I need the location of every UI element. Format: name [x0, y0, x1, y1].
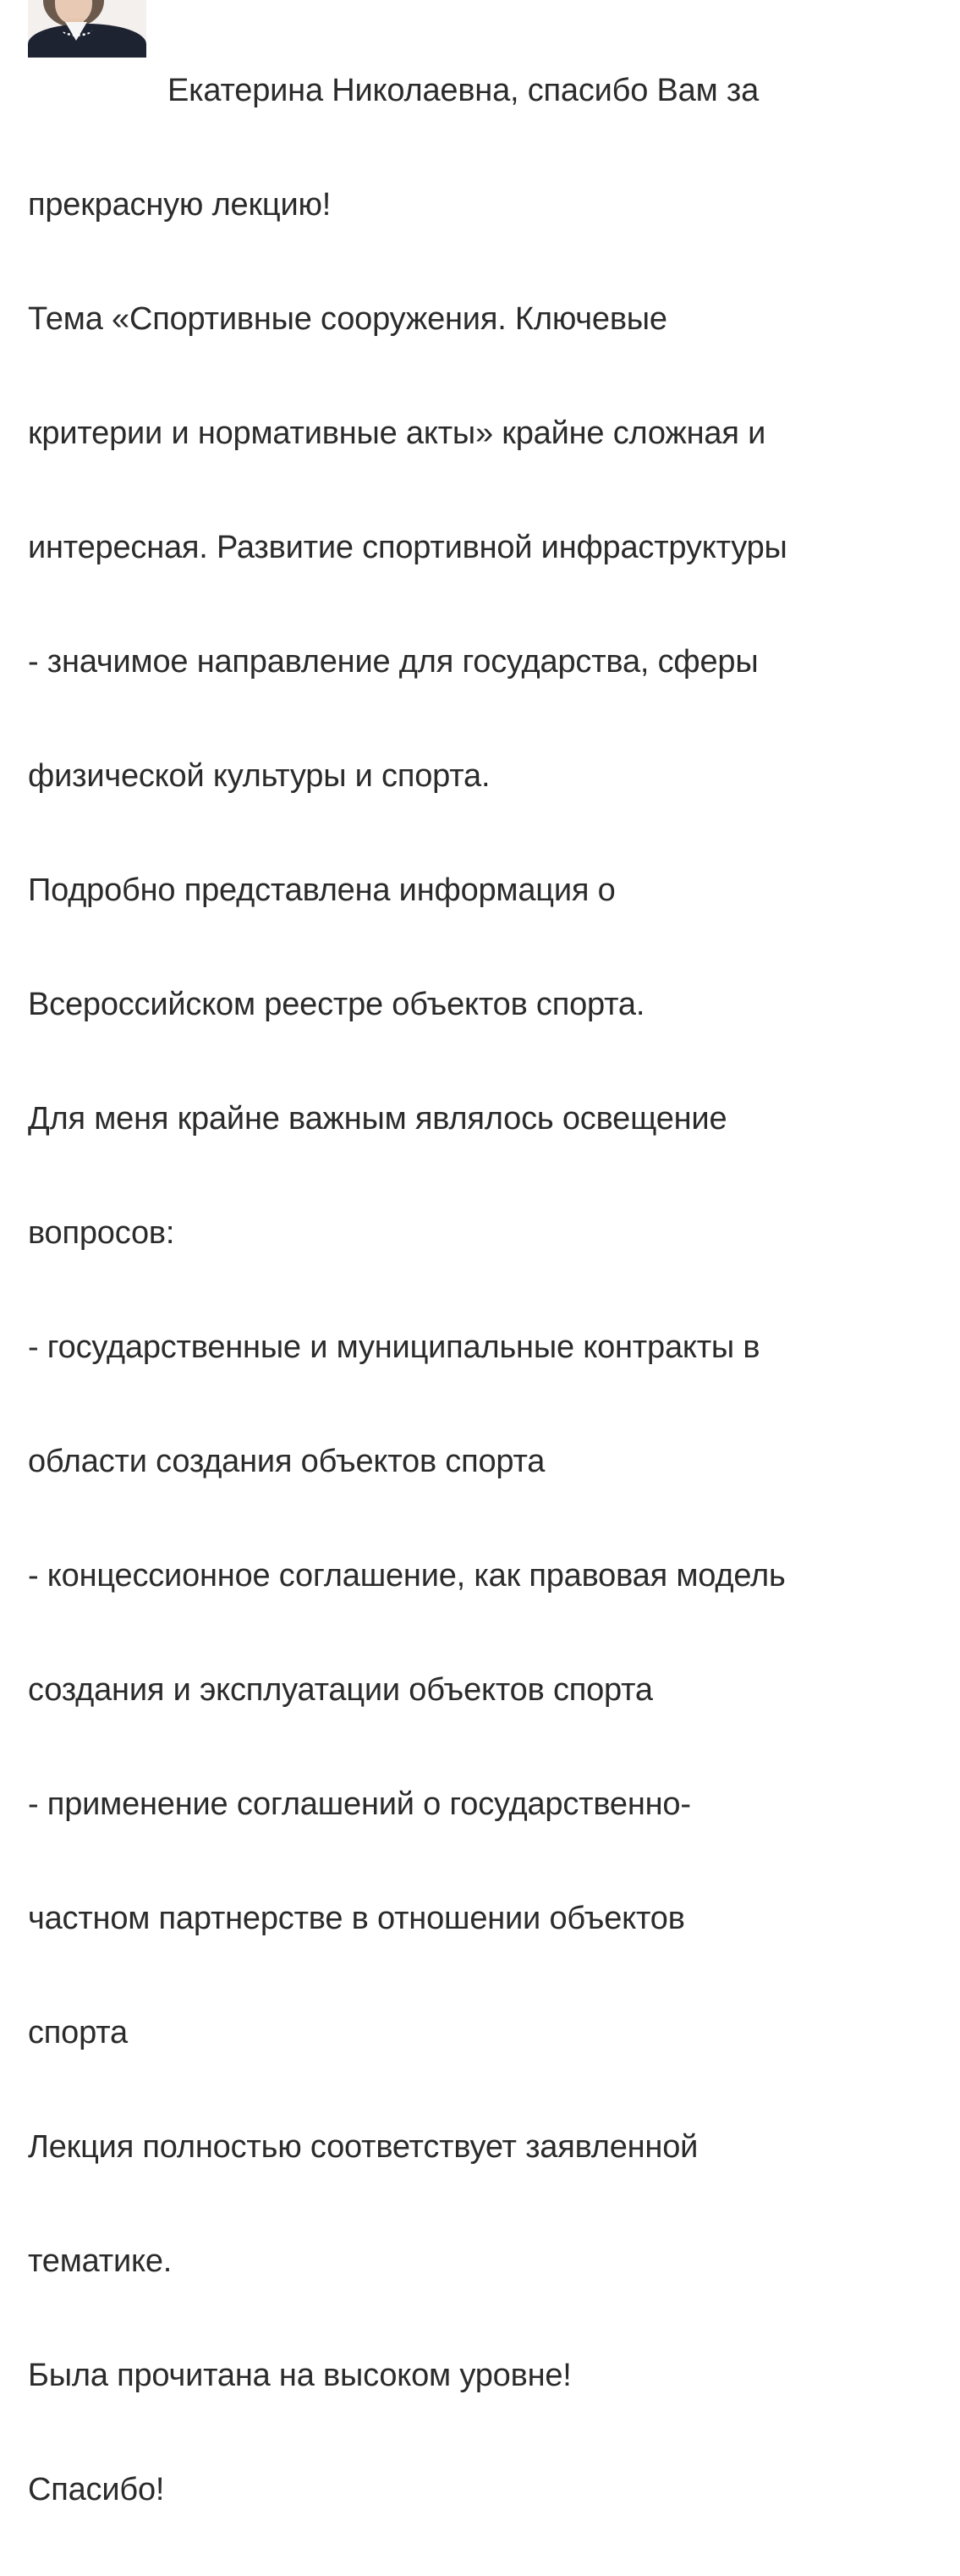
comment-line: прекрасную лекцию! [28, 186, 332, 223]
comment-line: Всероссийском реестре объектов спорта. [28, 986, 645, 1022]
comment-line: Спасибо! [28, 2471, 165, 2507]
comment-line: вопросов: [28, 1214, 175, 1251]
comment-line: Екатерина Николаевна, спасибо Вам за [167, 72, 760, 108]
comment-text [28, 5, 946, 2576]
comment-line: Тема «Спортивные сооружения. Ключевые [28, 300, 667, 337]
comment-line: - значимое направление для государства, сферы [28, 643, 759, 680]
comment-line: спорта [28, 2014, 128, 2050]
comment-line: критерии и нормативные акты» крайне сложная и [28, 415, 766, 451]
comment-line: создания и эксплуатации объектов спорта [28, 1671, 653, 1708]
comment-line: физической культуры и спорта. [28, 757, 491, 794]
comment-line: Подробно представлена информация о [28, 872, 616, 908]
comment-line: частном партнерстве в отношении объектов [28, 1900, 685, 1936]
comment-line: области создания объектов спорта [28, 1443, 546, 1479]
comment-line: тематике. [28, 2243, 173, 2279]
comment-line: Лекция полностью соответствует заявленной [28, 2128, 699, 2165]
comment-line: - концессионное соглашение, как правовая модель [28, 1557, 786, 1593]
comment-line: - применение соглашений о государственно- [28, 1786, 691, 1822]
comment-line: интересная. Развитие спортивной инфраструктуры [28, 529, 787, 565]
comment-line: Была прочитана на высоком уровне! [28, 2357, 572, 2393]
comment-line: - государственные и муниципальные контракты в [28, 1329, 760, 1365]
comment-line: Для меня крайне важным являлось освещение [28, 1100, 727, 1137]
